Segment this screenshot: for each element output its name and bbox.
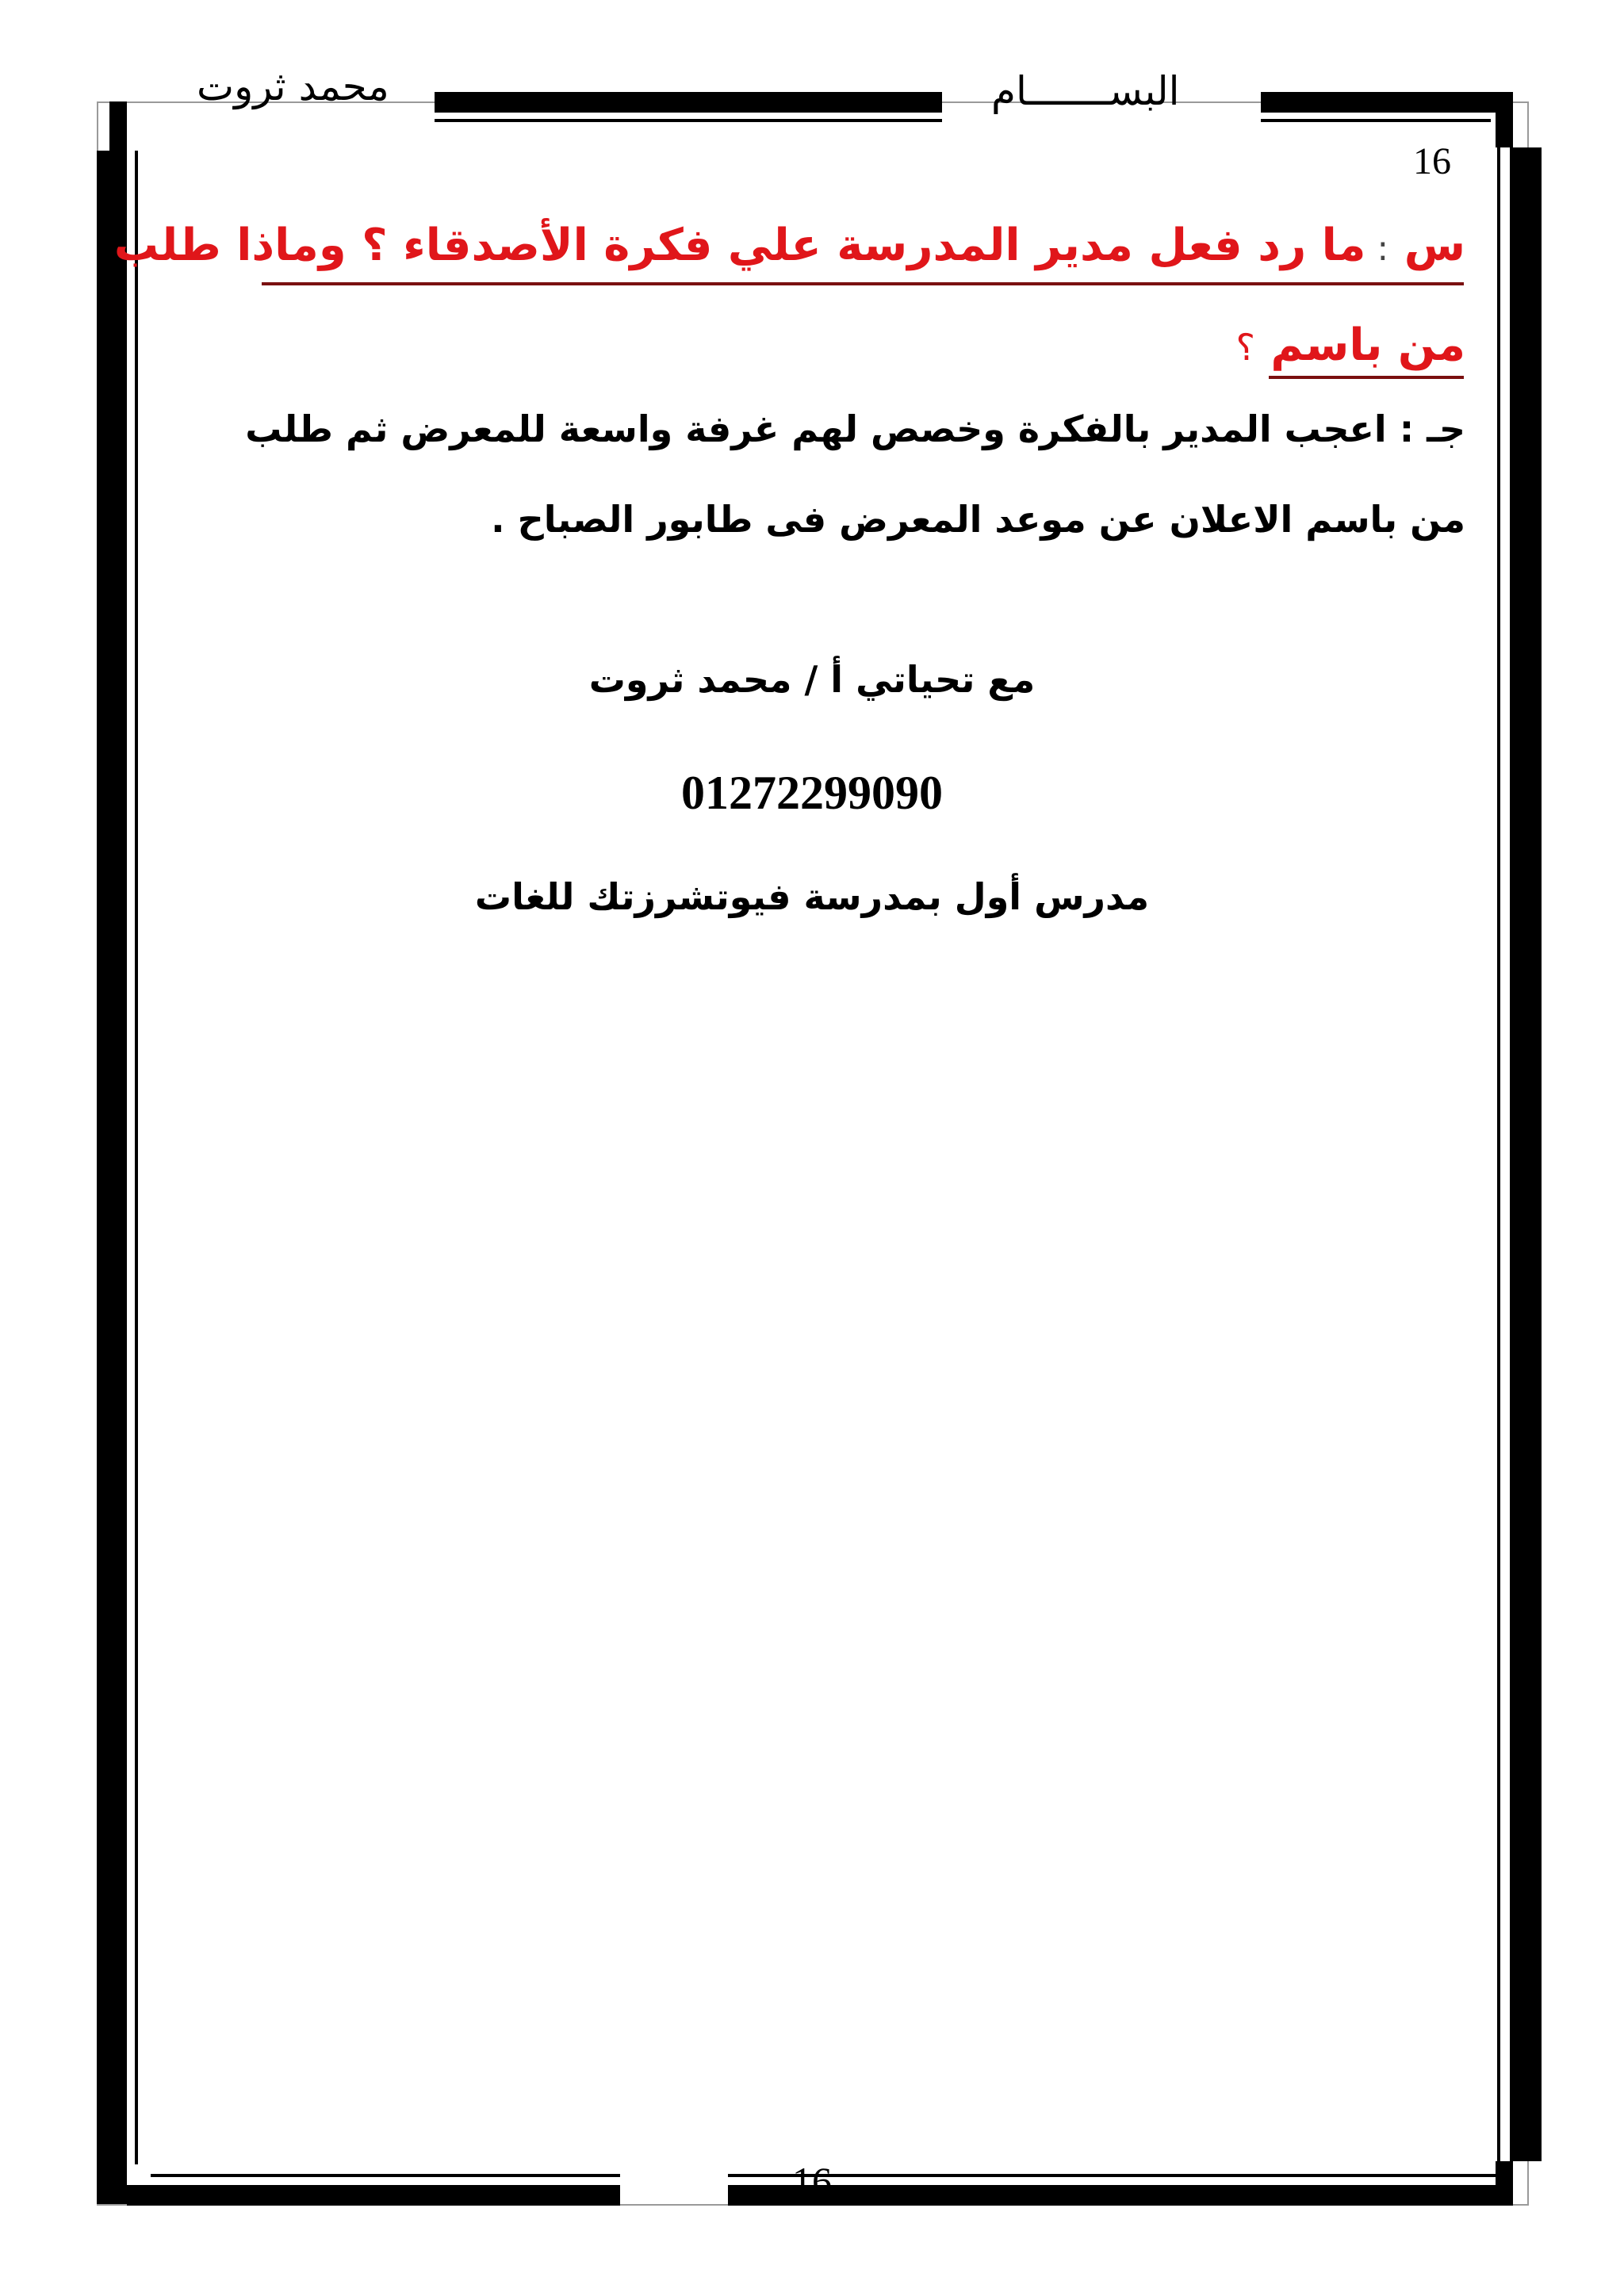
question-text-1: ما رد فعل مدير المدرسة علي فكرة الأصدقاء ؟ وماذا طلب: [113, 220, 1366, 271]
header-rule-right-thin: [1261, 119, 1491, 122]
question-label: س: [1404, 220, 1465, 271]
question-separator: :: [1377, 228, 1389, 269]
signature-title: مدرس أول بمدرسة فيوتشرزتك للغات: [474, 875, 1150, 918]
answer-line-2: من باسم الاعلان عن موعد المعرض فى طابور الصباح .: [491, 498, 1465, 541]
header-rule-left-thin: [435, 119, 942, 122]
frame-left-stub-top: [109, 101, 127, 151]
header-book-title: البســـــــام: [991, 68, 1180, 114]
question-line-1: [113, 220, 1465, 271]
footer-page-number: 16: [792, 2159, 832, 2203]
question-text-2: من باسم: [1270, 320, 1465, 371]
header-rule-left-thick: [435, 92, 942, 113]
frame-left-thin: [135, 151, 138, 2164]
question-mark: ؟: [1235, 326, 1255, 369]
signature-greeting: مع تحياتي أ / محمد ثروت: [588, 658, 1036, 701]
question-line-2: [1235, 320, 1465, 371]
question-underline-1: [262, 282, 1464, 285]
header-author: محمد ثروت: [197, 63, 389, 109]
frame-left-bar: [97, 151, 127, 2164]
frame-right-bar: [1510, 147, 1542, 2161]
frame-right-thin: [1497, 147, 1500, 2161]
question-underline-2: [1269, 376, 1464, 379]
answer-line-1: جـ : اعجب المدير بالفكرة وخصص لهم غرفة واسعة للمعرض ثم طلب: [245, 408, 1465, 450]
header-page-number: 16: [1413, 140, 1451, 182]
header-rule-right-thick: [1261, 92, 1513, 113]
signature-phone: 01272299090: [681, 767, 943, 819]
